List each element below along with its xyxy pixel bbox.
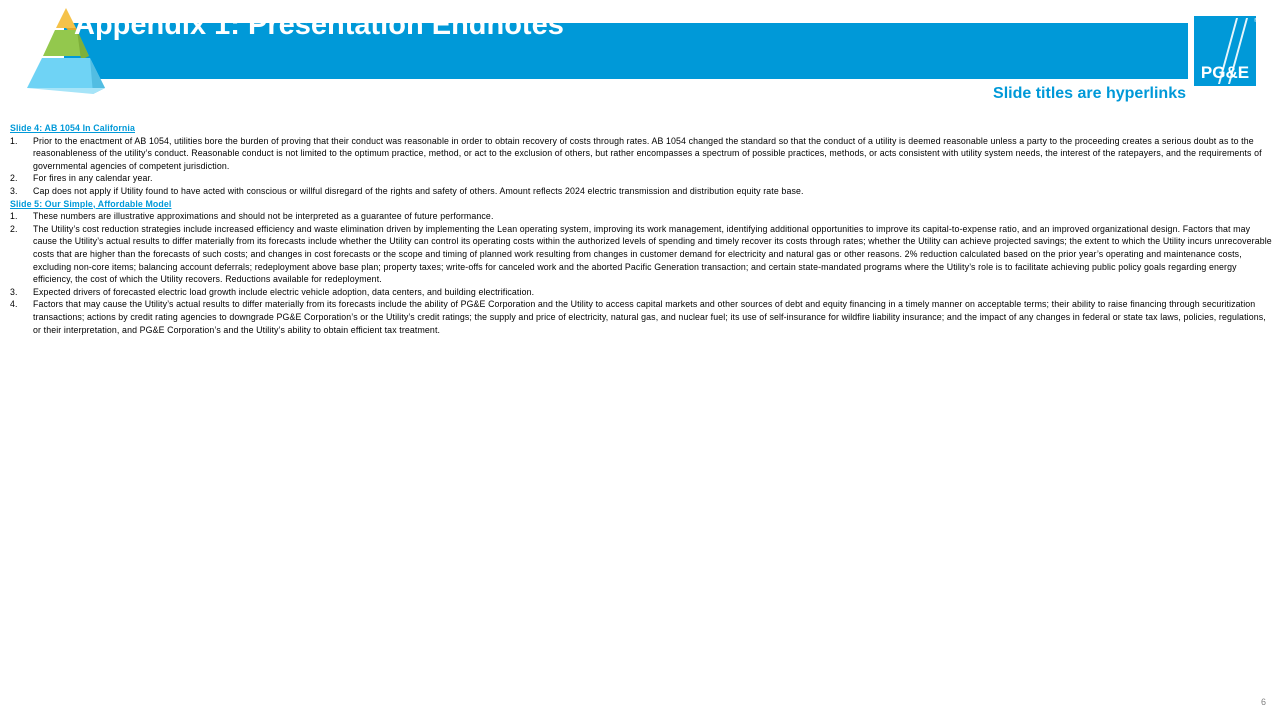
- note-number: 2.: [10, 223, 18, 234]
- page-number: 6: [1260, 697, 1266, 707]
- endnotes-content: [10, 122, 1272, 336]
- note-number: 2.: [10, 173, 18, 184]
- page-title: Appendix 1: Presentation Endnotes: [74, 9, 564, 41]
- note-number: 4.: [10, 299, 18, 310]
- note-text: Prior to the enactment of AB 1054, utilities bore the burden of proving that their conduct was reasonable in order to obtain recovery of costs through rates. AB 1054 changed the standard so that the conduct of a utility is deemed reasonable unless a party to the proceeding creates a serious doubt as to the reasonableness of the utility’s conduct. Reasonable conduct is not limited to the optimum practice, method, or act to the exclusion of others, but rather encompasses a spectrum of possible practices, methods, or acts consistent with utility system needs, the interest of the ratepayers, and the requirements of governmental agencies of competent jurisdiction.: [33, 135, 1262, 171]
- note-number: 3.: [10, 185, 18, 196]
- list-item: [10, 185, 1272, 198]
- section-slide-5: [10, 198, 1272, 337]
- note-text: The Utility’s cost reduction strategies include increased efficiency and waste elimination driven by implementing the Lean operating system, improving its work management, identifying additional opportunities to improve its capital-to-expense ratio, and an improved organizational design. Factors that may cause the Utility’s actual results to differ materially from its forecasts include whether the Utility can control its operating costs within the authorized levels of spending and timely recover its costs through rates; whether the Utility can achieve projected savings; the extent to which the Utility incurs unrecoverable costs that are higher than the forecasts of such costs; and changes in cost forecasts or the scope and timing of planned work resulting from changes in customer demand for electricity and natural gas or other reasons. 2% reduction calculated based on the prior year’s operating and maintenance costs, excluding non-core items; balancing account deferrals; redeployment above base plan; property taxes; write-offs for canceled work and the aborted Pacific Generation transaction; and certain state-mandated programs where the Utility’s role is to facilitate achieving public policy goals regarding energy efficiency, the cost of which the Utility recovers. Reductions available for redeployment.: [33, 223, 1272, 285]
- note-text: These numbers are illustrative approximations and should not be interpreted as a guarantee of future performance.: [33, 211, 494, 222]
- pge-logo: [1192, 14, 1258, 88]
- list-item: [10, 172, 1272, 185]
- section-slide-4: [10, 122, 1272, 198]
- note-text: Cap does not apply if Utility found to have acted with conscious or willful disregard of the rights and safety of others. Amount reflects 2024 electric transmission and distribution equity rate base.: [33, 185, 804, 196]
- hyperlink-note: Slide titles are hyperlinks: [993, 85, 1186, 102]
- note-number: 1.: [10, 135, 18, 146]
- note-text: For fires in any calendar year.: [33, 173, 153, 184]
- note-number: 1.: [10, 211, 18, 222]
- svg-text:®: ®: [1254, 18, 1258, 24]
- slide-4-link[interactable]: Slide 4: AB 1054 In California: [10, 123, 135, 133]
- slide-5-link[interactable]: Slide 5: Our Simple, Affordable Model: [10, 198, 172, 209]
- note-text: Expected drivers of forecasted electric load growth include electric vehicle adoption, data centers, and building electrification.: [33, 286, 535, 297]
- list-item: [10, 298, 1272, 336]
- list-item: [10, 135, 1272, 173]
- list-item: [10, 210, 1272, 223]
- list-item: [10, 223, 1272, 286]
- list-item: [10, 286, 1272, 299]
- svg-text:PG&E: PG&E: [1200, 63, 1250, 82]
- note-text: Factors that may cause the Utility’s actual results to differ materially from its forecasts include the ability of PG&E Corporation and the Utility to access capital markets and other sources of debt and equity financing in a timely manner on acceptable terms; their ability to raise financing through securitization transactions; actions by credit rating agencies to downgrade PG&E Corporation’s or the Utility’s credit ratings; the supply and price of electricity, natural gas, and nuclear fuel; its use of self-insurance for wildfire liability insurance; and the impact of any changes in federal or state tax laws, policies, regulations, or their interpretation, and PG&E Corporation’s and the Utility’s ability to obtain efficient tax treatment.: [33, 299, 1266, 335]
- note-number: 3.: [10, 286, 18, 297]
